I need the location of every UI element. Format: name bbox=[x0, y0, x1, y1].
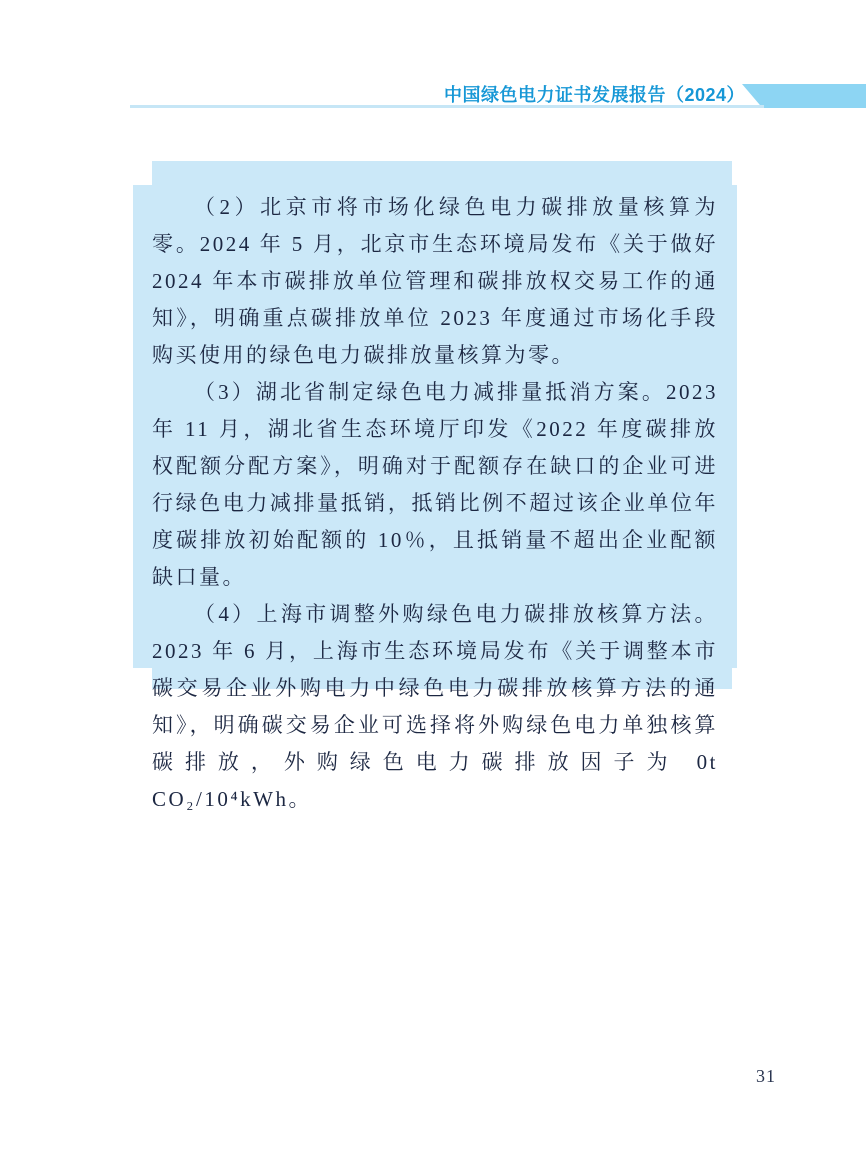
paragraph-hubei: （3）湖北省制定绿色电力减排量抵消方案。2023 年 11 月，湖北省生态环境厅印发《2022 年度碳排放权配额分配方案》，明确对于配额存在缺口的企业可进行绿色电力减排量抵销，抵销比例不超过该企业单位年度碳排放初始配额的 10％，且抵销量不超出企业配额缺口量。 bbox=[152, 380, 718, 589]
report-header-title: 中国绿色电力证书发展报告（2024） bbox=[443, 85, 745, 105]
paragraph-beijing: （2）北京市将市场化绿色电力碳排放量核算为零。2024 年 5 月，北京市生态环境局发布《关于做好 2024 年本市碳排放单位管理和碳排放权交易工作的通知》，明确重点碳排放单位 2023 年度通过市场化手段购买使用的绿色电力碳排放量核算为零。 bbox=[152, 195, 718, 367]
paragraph-shanghai: （4）上海市调整外购绿色电力碳排放核算方法。2023 年 6 月，上海市生态环境局发布《关于调整本市碳交易企业外购电力中绿色电力碳排放核算方法的通知》，明确碳交易企业可选择将外购绿色电力单独核算碳排放，外购绿色电力碳排放因子为 0t CO₂/10⁴kWh。 bbox=[152, 602, 718, 811]
header-divider-line bbox=[130, 105, 764, 108]
highlight-box-text bbox=[152, 189, 718, 818]
page-number: 31 bbox=[756, 1066, 776, 1086]
